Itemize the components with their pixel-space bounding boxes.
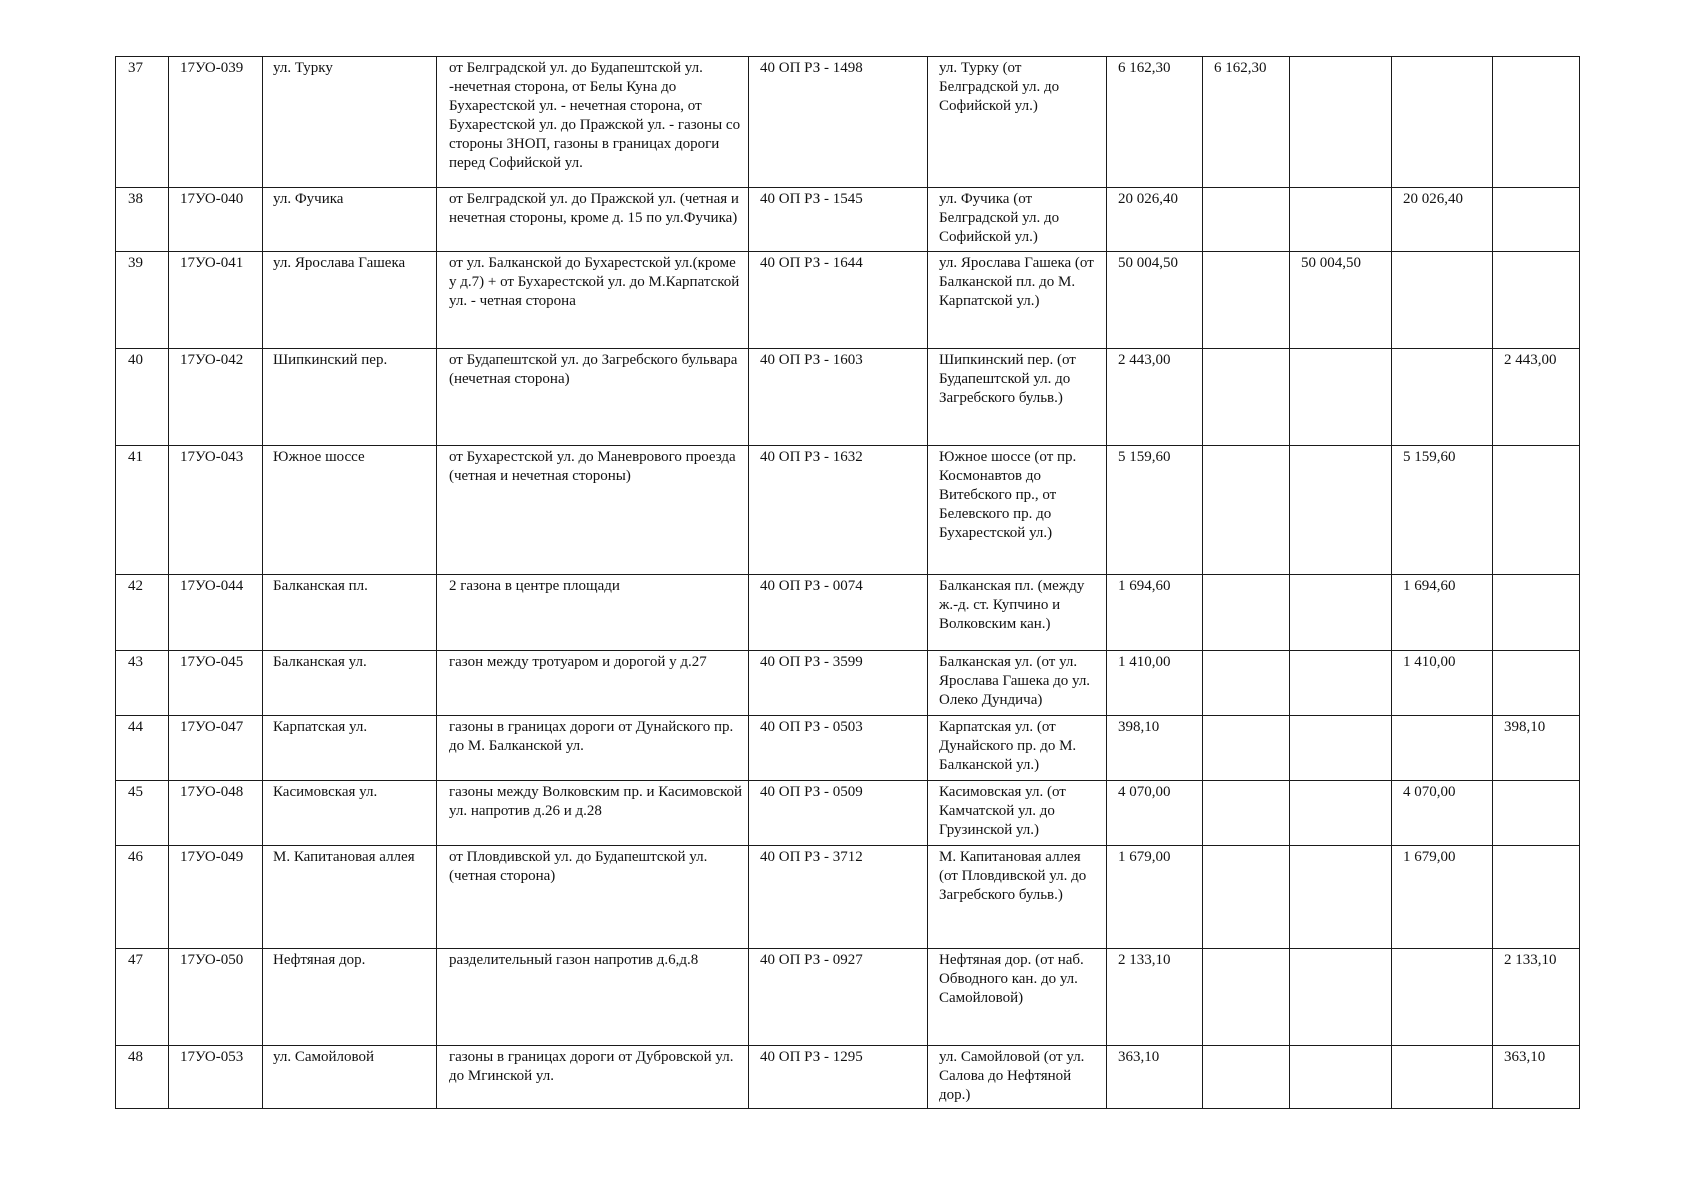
object-code-cell: 17УО-041 (169, 252, 263, 349)
street-name-cell: Карпатская ул. (263, 716, 437, 781)
location-description-cell: от Будапештской ул. до Загребского бульвара (нечетная сторона) (437, 349, 749, 446)
street-name-cell: Балканская ул. (263, 651, 437, 716)
object-code-cell: 17УО-047 (169, 716, 263, 781)
street-name-cell: ул. Фучика (263, 188, 437, 252)
street-name-cell: ул. Самойловой (263, 1046, 437, 1109)
area-category-3-cell: 5 159,60 (1392, 446, 1493, 575)
location-description-cell: газоны между Волковским пр. и Касимовской ул. напротив д.26 и д.28 (437, 781, 749, 846)
area-category-3-cell: 1 410,00 (1392, 651, 1493, 716)
area-category-3-cell (1392, 716, 1493, 781)
row-number-cell: 40 (116, 349, 169, 446)
registry-number-cell: 40 ОП РЗ - 3599 (749, 651, 928, 716)
area-category-1-cell (1203, 949, 1290, 1046)
street-name-cell: Касимовская ул. (263, 781, 437, 846)
area-category-4-cell (1493, 252, 1580, 349)
area-category-4-cell: 2 443,00 (1493, 349, 1580, 446)
area-category-3-cell: 1 679,00 (1392, 846, 1493, 949)
table-row (116, 949, 1580, 1046)
road-object-cell: Нефтяная дор. (от наб. Обводного кан. до ул. Самойловой) (928, 949, 1107, 1046)
location-description-cell: от Пловдивской ул. до Будапештской ул. (четная сторона) (437, 846, 749, 949)
area-category-1-cell (1203, 846, 1290, 949)
road-object-cell: Балканская пл. (между ж.-д. ст. Купчино и Волковским кан.) (928, 575, 1107, 651)
area-category-4-cell (1493, 188, 1580, 252)
road-object-cell: Карпатская ул. (от Дунайского пр. до М. Балканской ул.) (928, 716, 1107, 781)
area-category-2-cell (1290, 188, 1392, 252)
road-object-cell: Шипкинский пер. (от Будапештской ул. до Загребского бульв.) (928, 349, 1107, 446)
road-object-cell: ул. Фучика (от Белградской ул. до Софийской ул.) (928, 188, 1107, 252)
object-code-cell: 17УО-053 (169, 1046, 263, 1109)
object-code-cell: 17УО-049 (169, 846, 263, 949)
street-name-cell: ул. Ярослава Гашека (263, 252, 437, 349)
total-area-cell: 2 133,10 (1107, 949, 1203, 1046)
total-area-cell: 20 026,40 (1107, 188, 1203, 252)
object-code-cell: 17УО-050 (169, 949, 263, 1046)
road-object-cell: ул. Турку (от Белградской ул. до Софийской ул.) (928, 57, 1107, 188)
row-number-cell: 48 (116, 1046, 169, 1109)
total-area-cell: 2 443,00 (1107, 349, 1203, 446)
area-category-4-cell: 363,10 (1493, 1046, 1580, 1109)
area-category-1-cell (1203, 651, 1290, 716)
object-code-cell: 17УО-042 (169, 349, 263, 446)
area-category-3-cell: 20 026,40 (1392, 188, 1493, 252)
row-number-cell: 38 (116, 188, 169, 252)
row-number-cell: 37 (116, 57, 169, 188)
table-row (116, 781, 1580, 846)
area-category-2-cell (1290, 846, 1392, 949)
area-category-1-cell (1203, 252, 1290, 349)
location-description-cell: от Белградской ул. до Будапештской ул. -нечетная сторона, от Белы Куна до Бухарестской ул. - нечетная сторона, от Бухарестской ул. до Пражской ул. - газоны со стороны ЗНОП, газоны в границах дороги перед Софийской ул. (437, 57, 749, 188)
area-category-3-cell (1392, 1046, 1493, 1109)
area-category-2-cell (1290, 949, 1392, 1046)
object-code-cell: 17УО-044 (169, 575, 263, 651)
area-category-3-cell (1392, 349, 1493, 446)
total-area-cell: 50 004,50 (1107, 252, 1203, 349)
area-category-2-cell (1290, 57, 1392, 188)
location-description-cell: от ул. Балканской до Бухарестской ул.(кроме у д.7) + от Бухарестской ул. до М.Карпатской ул. - четная сторона (437, 252, 749, 349)
row-number-cell: 47 (116, 949, 169, 1046)
street-name-cell: М. Капитановая аллея (263, 846, 437, 949)
total-area-cell: 1 410,00 (1107, 651, 1203, 716)
location-description-cell: от Белградской ул. до Пражской ул. (четная и нечетная стороны, кроме д. 15 по ул.Фучика) (437, 188, 749, 252)
area-category-2-cell (1290, 575, 1392, 651)
area-category-4-cell (1493, 446, 1580, 575)
location-description-cell: от Бухарестской ул. до Маневрового проезда (четная и нечетная стороны) (437, 446, 749, 575)
total-area-cell: 398,10 (1107, 716, 1203, 781)
registry-number-cell: 40 ОП РЗ - 1603 (749, 349, 928, 446)
location-description-cell: газон между тротуаром и дорогой у д.27 (437, 651, 749, 716)
area-category-1-cell: 6 162,30 (1203, 57, 1290, 188)
registry-number-cell: 40 ОП РЗ - 0503 (749, 716, 928, 781)
street-name-cell: Балканская пл. (263, 575, 437, 651)
area-category-4-cell (1493, 651, 1580, 716)
area-category-2-cell: 50 004,50 (1290, 252, 1392, 349)
row-number-cell: 41 (116, 446, 169, 575)
area-category-4-cell: 2 133,10 (1493, 949, 1580, 1046)
area-category-3-cell: 4 070,00 (1392, 781, 1493, 846)
road-object-cell: ул. Самойловой (от ул. Салова до Нефтяной дор.) (928, 1046, 1107, 1109)
table-row (116, 57, 1580, 188)
area-category-1-cell (1203, 575, 1290, 651)
area-category-1-cell (1203, 716, 1290, 781)
area-category-4-cell: 398,10 (1493, 716, 1580, 781)
street-name-cell: ул. Турку (263, 57, 437, 188)
object-code-cell: 17УО-043 (169, 446, 263, 575)
registry-number-cell: 40 ОП РЗ - 1632 (749, 446, 928, 575)
area-category-2-cell (1290, 1046, 1392, 1109)
registry-number-cell: 40 ОП РЗ - 1644 (749, 252, 928, 349)
table-row (116, 651, 1580, 716)
registry-number-cell: 40 ОП РЗ - 0509 (749, 781, 928, 846)
object-code-cell: 17УО-048 (169, 781, 263, 846)
road-object-cell: ул. Ярослава Гашека (от Балканской пл. до М. Карпатской ул.) (928, 252, 1107, 349)
total-area-cell: 363,10 (1107, 1046, 1203, 1109)
total-area-cell: 1 694,60 (1107, 575, 1203, 651)
table-row (116, 1046, 1580, 1109)
area-category-1-cell (1203, 446, 1290, 575)
object-code-cell: 17УО-040 (169, 188, 263, 252)
area-category-1-cell (1203, 781, 1290, 846)
area-category-1-cell (1203, 188, 1290, 252)
area-category-1-cell (1203, 1046, 1290, 1109)
area-category-3-cell (1392, 252, 1493, 349)
registry-number-cell: 40 ОП РЗ - 0927 (749, 949, 928, 1046)
registry-number-cell: 40 ОП РЗ - 0074 (749, 575, 928, 651)
registry-number-cell: 40 ОП РЗ - 3712 (749, 846, 928, 949)
row-number-cell: 42 (116, 575, 169, 651)
object-code-cell: 17УО-039 (169, 57, 263, 188)
area-category-3-cell (1392, 57, 1493, 188)
street-name-cell: Шипкинский пер. (263, 349, 437, 446)
location-description-cell: 2 газона в центре площади (437, 575, 749, 651)
registry-number-cell: 40 ОП РЗ - 1545 (749, 188, 928, 252)
location-description-cell: газоны в границах дороги от Дубровской ул. до Мгинской ул. (437, 1046, 749, 1109)
row-number-cell: 44 (116, 716, 169, 781)
total-area-cell: 5 159,60 (1107, 446, 1203, 575)
area-category-2-cell (1290, 651, 1392, 716)
street-name-cell: Южное шоссе (263, 446, 437, 575)
road-object-cell: Южное шоссе (от пр. Космонавтов до Витебского пр., от Белевского пр. до Бухарестской ул.) (928, 446, 1107, 575)
table-body (116, 57, 1580, 1109)
row-number-cell: 43 (116, 651, 169, 716)
road-object-cell: М. Капитановая аллея (от Пловдивской ул. до Загребского бульв.) (928, 846, 1107, 949)
location-description-cell: газоны в границах дороги от Дунайского пр. до М. Балканской ул. (437, 716, 749, 781)
registry-number-cell: 40 ОП РЗ - 1295 (749, 1046, 928, 1109)
object-code-cell: 17УО-045 (169, 651, 263, 716)
area-category-4-cell (1493, 781, 1580, 846)
document-table (115, 56, 1580, 1109)
area-category-3-cell (1392, 949, 1493, 1046)
street-name-cell: Нефтяная дор. (263, 949, 437, 1046)
area-category-4-cell (1493, 846, 1580, 949)
total-area-cell: 4 070,00 (1107, 781, 1203, 846)
table-row (116, 846, 1580, 949)
registry-number-cell: 40 ОП РЗ - 1498 (749, 57, 928, 188)
row-number-cell: 46 (116, 846, 169, 949)
location-description-cell: разделительный газон напротив д.6,д.8 (437, 949, 749, 1046)
area-category-4-cell (1493, 575, 1580, 651)
area-category-2-cell (1290, 781, 1392, 846)
area-category-3-cell: 1 694,60 (1392, 575, 1493, 651)
table-row (116, 252, 1580, 349)
table-row (116, 349, 1580, 446)
table-row (116, 716, 1580, 781)
road-object-cell: Касимовская ул. (от Камчатской ул. до Грузинской ул.) (928, 781, 1107, 846)
area-category-2-cell (1290, 349, 1392, 446)
table-row (116, 575, 1580, 651)
row-number-cell: 45 (116, 781, 169, 846)
total-area-cell: 6 162,30 (1107, 57, 1203, 188)
area-category-1-cell (1203, 349, 1290, 446)
row-number-cell: 39 (116, 252, 169, 349)
area-category-2-cell (1290, 716, 1392, 781)
area-category-2-cell (1290, 446, 1392, 575)
total-area-cell: 1 679,00 (1107, 846, 1203, 949)
road-object-cell: Балканская ул. (от ул. Ярослава Гашека до ул. Олеко Дундича) (928, 651, 1107, 716)
area-category-4-cell (1493, 57, 1580, 188)
table-row (116, 446, 1580, 575)
table-row (116, 188, 1580, 252)
